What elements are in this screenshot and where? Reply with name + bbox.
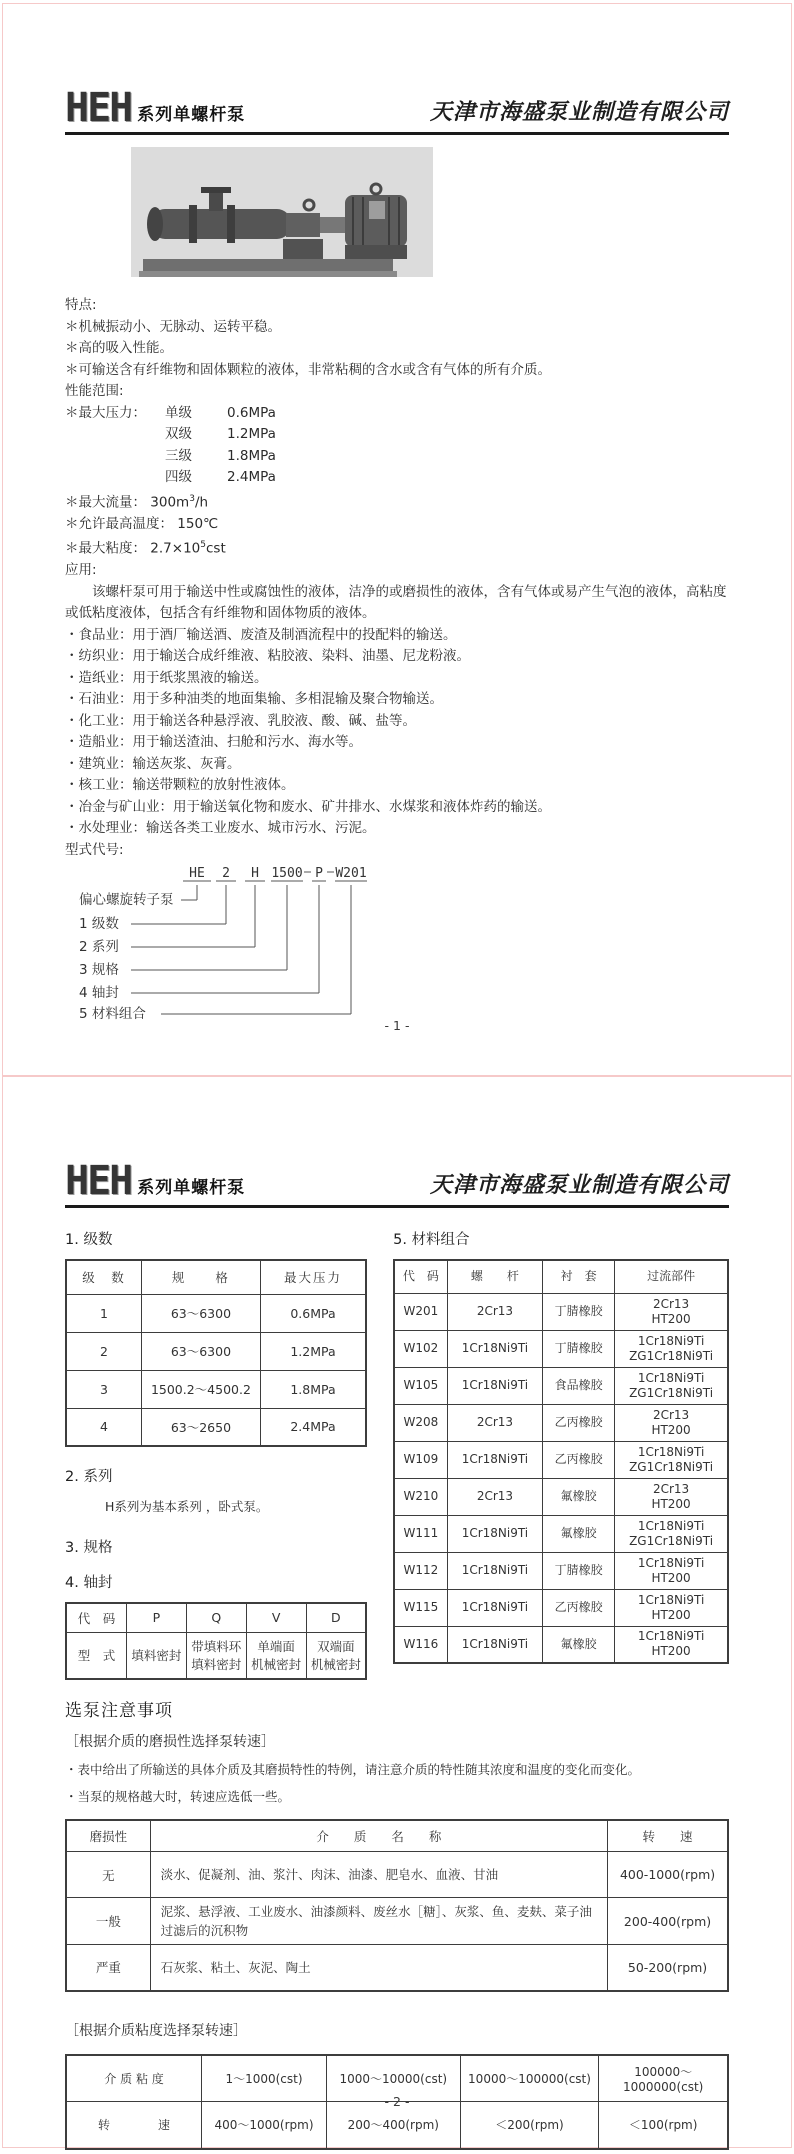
header-rule bbox=[65, 132, 729, 135]
col-header: 螺 杆 bbox=[447, 1260, 542, 1293]
diagram-label-4: 4 轴封 bbox=[79, 985, 119, 1001]
grade-table bbox=[65, 1259, 367, 1447]
col-header: 规 格 bbox=[142, 1260, 261, 1294]
brand-logo: HEH bbox=[65, 1158, 132, 1204]
application-item: ・核工业：输送带颗粒的放射性液体。 bbox=[65, 777, 295, 793]
viscosity-line: ＊最大粘度： $2.7\times 10^5cst$ bbox=[65, 540, 226, 557]
application-title: 应用: bbox=[65, 562, 97, 578]
performance-title: 性能范围: bbox=[65, 383, 124, 399]
col-header: 代 码 bbox=[394, 1260, 447, 1293]
col-header: 过流部件 bbox=[615, 1260, 728, 1293]
table-row: W201 2Cr13 丁腈橡胶 2Cr13 HT200 bbox=[394, 1293, 728, 1330]
brand-logo: HEH bbox=[65, 85, 132, 131]
flow-superscript: 3 bbox=[189, 493, 195, 504]
application-item: ・化工业：用于输送各种悬浮液、乳胶液、酸、碱、盐等。 bbox=[65, 712, 416, 729]
col-header: 代 码 bbox=[66, 1603, 126, 1633]
code-segment-he: HE bbox=[189, 866, 205, 881]
table-row: W210 2Cr13 氟橡胶 2Cr13 HT200 bbox=[394, 1478, 728, 1515]
table-row: 4 63～2650 2.4MPa bbox=[66, 1408, 366, 1446]
pressure-stage: 三级 bbox=[165, 447, 192, 464]
table-row: W115 1Cr18Ni9Ti 乙丙橡胶 1Cr18Ni9Ti HT200 bbox=[394, 1589, 728, 1626]
table-row: W102 1Cr18Ni9Ti 丁腈橡胶 1Cr18Ni9Ti ZG1Cr18Ni9Ti bbox=[394, 1330, 728, 1367]
col-header: 介 质 名 称 bbox=[150, 1820, 607, 1852]
viscosity-superscript: 5 bbox=[200, 540, 206, 550]
col-header: 转 速 bbox=[608, 1820, 728, 1852]
col-header: 1000～10000(cst) bbox=[326, 2055, 460, 2102]
model-code-title: 型式代号: bbox=[65, 841, 124, 858]
section-title-grades: 1. 级数 bbox=[65, 1232, 113, 1248]
series-title: 系列单螺杆泵 bbox=[137, 1178, 246, 1198]
selection-notes-title: 选泵注意事项 bbox=[65, 1700, 173, 1721]
right-column bbox=[393, 1224, 729, 1680]
pressure-value: 0.6MPa bbox=[227, 404, 276, 421]
col-header: 衬 套 bbox=[543, 1260, 615, 1293]
pressure-stage: 单级 bbox=[165, 404, 192, 421]
page-1 bbox=[2, 3, 792, 1076]
seal-table bbox=[65, 1602, 367, 1680]
feature-item: ＊高的吸入性能。 bbox=[65, 340, 173, 356]
code-segment-material: W201 bbox=[335, 866, 367, 881]
table-row: 2 63～6300 1.2MPa bbox=[66, 1332, 366, 1370]
col-header: 磨损性 bbox=[66, 1820, 150, 1852]
series-description: H系列为基本系列 ，卧式泵。 bbox=[105, 1499, 269, 1514]
model-code-diagram bbox=[79, 863, 699, 1023]
page-header bbox=[65, 1158, 729, 1204]
table-row: W112 1Cr18Ni9Ti 丁腈橡胶 1Cr18Ni9Ti HT200 bbox=[394, 1552, 728, 1589]
table-row: 严重 石灰浆、粘土、灰泥、陶土 50-200(rpm) bbox=[66, 1945, 728, 1991]
table-header-row bbox=[66, 1260, 366, 1294]
application-item: ・冶金与矿山业：用于输送氧化物和废水、矿井排水、水煤浆和液体炸药的输送。 bbox=[65, 798, 551, 815]
abrasion-note-heading: ［根据介质的磨损性选择泵转速］ bbox=[65, 1733, 275, 1750]
page-header bbox=[65, 85, 729, 131]
features-title: 特点: bbox=[65, 297, 97, 313]
pressure-row bbox=[65, 446, 729, 468]
series-title: 系列单螺杆泵 bbox=[137, 105, 246, 125]
pressure-row bbox=[65, 403, 729, 425]
feature-item: ＊可输送含有纤维物和固体颗粒的液体，非常粘稠的含水或含有气体的所有介质。 bbox=[65, 361, 551, 378]
viscosity-note-heading: ［根据介质粘度选择泵转速］ bbox=[65, 2022, 247, 2039]
col-header: D bbox=[306, 1603, 366, 1633]
application-item: ・石油业：用于多种油类的地面集输、多相混输及聚合物输送。 bbox=[65, 691, 443, 707]
table-row: 无 淡水、促凝剂、油、浆汁、肉沫、油漆、肥皂水、血液、甘油 400-1000(rpm) bbox=[66, 1852, 728, 1898]
diagram-label-2: 2 系列 bbox=[79, 939, 119, 955]
table-row: 一般 泥浆、悬浮液、工业废水、油漆颜料、废丝水［糖］、灰浆、鱼、麦麸、菜子油过滤后的沉积物 200-400(rpm) bbox=[66, 1898, 728, 1945]
material-table bbox=[393, 1259, 729, 1664]
temp-line: ＊允许最高温度： 150℃ bbox=[65, 515, 219, 532]
application-item: ・造纸业：用于纸浆黑液的输送。 bbox=[65, 669, 268, 686]
application-item: ・建筑业：输送灰浆、灰膏。 bbox=[65, 755, 241, 772]
application-item: ・造船业：用于输送渣油、扫舱和污水、海水等。 bbox=[65, 734, 362, 750]
code-segment-spec: 1500 bbox=[271, 866, 303, 881]
note-bullet: ・表中给出了所输送的具体介质及其磨损特性的特例，请注意介质的特性随其浓度和温度的变化而变化。 bbox=[65, 1761, 641, 1777]
pressure-value: 2.4MPa bbox=[227, 469, 276, 485]
col-header: 介 质 粘 度 bbox=[66, 2055, 202, 2102]
page-number: - 2 - bbox=[384, 2094, 410, 2109]
table-row: 转 速 400～1000(rpm) 200～400(rpm) ＜200(rpm) ＜100(rpm) bbox=[66, 2102, 728, 2149]
table-row: 1 63～6300 0.6MPa bbox=[66, 1294, 366, 1332]
company-name: 天津市海盛泵业制造有限公司 bbox=[429, 99, 729, 125]
table-row: 3 1500.2～4500.2 1.8MPa bbox=[66, 1370, 366, 1408]
table-header-row bbox=[66, 1820, 728, 1852]
page-2 bbox=[2, 1076, 792, 2148]
diagram-label-1: 1 级数 bbox=[79, 916, 119, 932]
section-title-seal: 4. 轴封 bbox=[65, 1574, 113, 1591]
pressure-value: 1.8MPa bbox=[227, 447, 276, 464]
col-header: 100000～1000000(cst) bbox=[599, 2055, 728, 2102]
table-header-row bbox=[394, 1260, 728, 1293]
diagram-label-pump: 偏心螺旋转子泵 bbox=[79, 892, 174, 908]
code-segment-stage: 2 bbox=[222, 866, 230, 881]
application-item: ・水处理业：输送各类工业废水、城市污水、污泥。 bbox=[65, 820, 376, 836]
diagram-label-3: 3 规格 bbox=[79, 962, 119, 978]
header-rule bbox=[65, 1205, 729, 1208]
col-header: V bbox=[246, 1603, 306, 1633]
col-header: 最大压力 bbox=[260, 1260, 366, 1294]
application-item: ・纺织业：用于输送合成纤维液、粘胶液、染料、油墨、尼龙粉液。 bbox=[65, 648, 470, 664]
application-item: ・食品业：用于酒厂输送酒、废渣及制酒流程中的投配料的输送。 bbox=[65, 626, 457, 643]
table-row: W105 1Cr18Ni9Ti 食品橡胶 1Cr18Ni9Ti ZG1Cr18Ni9Ti bbox=[394, 1367, 728, 1404]
code-segment-seal: P bbox=[315, 866, 323, 881]
flow-line: ＊最大流量： $300m^3/h$ bbox=[65, 493, 209, 510]
section-title-spec: 3. 规格 bbox=[65, 1539, 113, 1556]
section-title-materials: 5. 材料组合 bbox=[393, 1232, 470, 1248]
pump-photo bbox=[131, 147, 433, 285]
pressure-row bbox=[65, 467, 729, 489]
left-column bbox=[65, 1224, 367, 1680]
table-row: W208 2Cr13 乙丙橡胶 2Cr13 HT200 bbox=[394, 1404, 728, 1441]
pressure-stage: 四级 bbox=[165, 469, 192, 485]
feature-item: ＊机械振动小、无脉动、运转平稳。 bbox=[65, 318, 281, 335]
col-header: 级 数 bbox=[66, 1260, 142, 1294]
note-bullet: ・当泵的规格越大时，转速应选低一些。 bbox=[65, 1788, 291, 1804]
col-header: 1～1000(cst) bbox=[202, 2055, 327, 2102]
table-header-row bbox=[66, 1603, 366, 1633]
page-number: - 1 - bbox=[384, 1018, 410, 1033]
features-section bbox=[65, 295, 729, 861]
table-row: W109 1Cr18Ni9Ti 乙丙橡胶 1Cr18Ni9Ti ZG1Cr18Ni9Ti bbox=[394, 1441, 728, 1478]
diagram-label-5: 5 材料组合 bbox=[79, 1006, 146, 1022]
pressure-value: 1.2MPa bbox=[227, 426, 276, 442]
col-header: Q bbox=[186, 1603, 246, 1633]
table-row: W111 1Cr18Ni9Ti 氟橡胶 1Cr18Ni9Ti ZG1Cr18Ni9Ti bbox=[394, 1515, 728, 1552]
company-name: 天津市海盛泵业制造有限公司 bbox=[429, 1172, 729, 1198]
table-row: 型 式 填料密封 带填料环 填料密封 单端面 机械密封 双端面 机械密封 bbox=[66, 1633, 366, 1679]
section-title-series: 2. 系列 bbox=[65, 1469, 113, 1485]
abrasion-table bbox=[65, 1819, 729, 1992]
pressure-row bbox=[65, 424, 729, 446]
pressure-stage: 双级 bbox=[165, 426, 192, 442]
pressure-label: ＊最大压力： bbox=[65, 404, 146, 421]
application-intro: 该螺杆泵可用于输送中性或腐蚀性的液体，洁净的或磨损性的液体，含有气体或易产生气泡的液体，高粘度或低粘度液体，包括含有纤维物和固体物质的液体。 bbox=[65, 583, 727, 621]
table-row: W116 1Cr18Ni9Ti 氟橡胶 1Cr18Ni9Ti HT200 bbox=[394, 1626, 728, 1663]
col-header: P bbox=[126, 1603, 186, 1633]
col-header: 10000～100000(cst) bbox=[460, 2055, 599, 2102]
code-segment-series: H bbox=[251, 866, 259, 881]
